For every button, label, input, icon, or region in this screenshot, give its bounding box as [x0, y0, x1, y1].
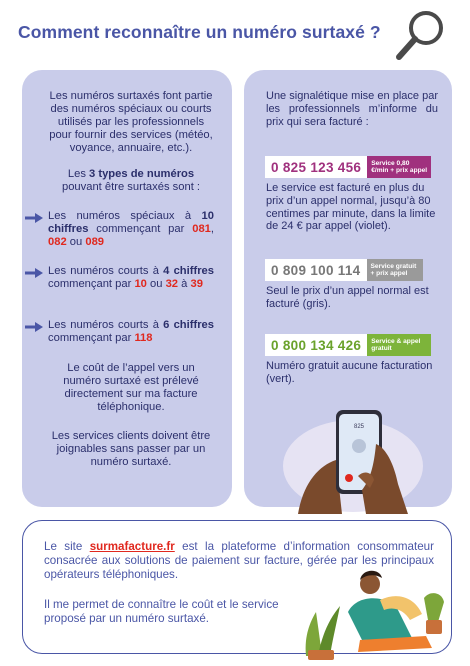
arrow-right-icon: [24, 212, 44, 224]
phone-call-illustration: [258, 404, 448, 514]
types-paragraph: Les 3 types de numéros pouvant être surtaxés sont :: [61, 168, 201, 193]
list-item-6-digits: Les numéros courts à 6 chiffres commençant par 118: [48, 319, 214, 344]
site-benefit-paragraph: Il me permet de connaître le coût et le service proposé par un numéro surtaxé.: [44, 598, 279, 625]
tag-number: 0 825 123 456: [271, 159, 362, 175]
customer-service-paragraph: Les services clients doivent être joignables sans passer par un numéro surtaxé.: [51, 430, 211, 468]
desc-green: Numéro gratuit aucune facturation (vert).: [266, 360, 433, 385]
tag-violet: [265, 156, 431, 178]
cost-paragraph: Le coût de l’appel vers un numéro surtaxé est prélevé directement sur ma facture téléphonique.: [63, 362, 199, 413]
site-paragraph: Le site surmafacture.fr est la plateforme d’information consommateur consacrée aux solutions de paiement sur facture, gérée par les principaux opérateurs téléphoniques.: [44, 540, 434, 581]
desc-violet: Le service est facturé en plus du prix d’un appel normal, jusqu’à 80 centimes par minute, dans la limite de 24 € par appel (violet).: [266, 182, 436, 233]
signage-intro: Une signalétique mise en place par les professionnels m’informe du prix qui sera facturé :: [266, 90, 438, 128]
phone-screen-number: 825: [353, 424, 365, 430]
page-title: Comment reconnaître un numéro surtaxé ?: [18, 22, 381, 42]
surmafacture-link[interactable]: surmafacture.fr: [89, 540, 175, 553]
desc-grey: Seul le prix d’un appel normal est facturé (gris).: [266, 285, 429, 310]
tag-grey: [265, 259, 423, 281]
person-relaxing-illustration: [300, 556, 450, 662]
tag-number: 0 809 100 114: [271, 262, 361, 278]
tag-label: Service gratuit + prix appel: [367, 259, 423, 281]
list-item-4-digits: Les numéros courts à 4 chiffres commençant par 10 ou 32 à 39: [48, 265, 214, 290]
arrow-right-icon: [24, 321, 44, 333]
magnifier-icon: [392, 6, 452, 66]
list-item-10-digits: Les numéros spéciaux à 10 chiffres commençant par 081, 082 ou 089: [48, 210, 214, 248]
tag-green: [265, 334, 431, 356]
tag-label: Service 0,80 €/min + prix appel: [367, 156, 431, 178]
tag-label: Service & appel gratuit: [367, 334, 431, 356]
arrow-right-icon: [24, 267, 44, 279]
tag-number: 0 800 134 426: [271, 337, 362, 353]
intro-paragraph: Les numéros surtaxés font partie des numéros spéciaux ou courts utilisés par les professionnels pour fournir des services (météo, voyance, annuaire, etc.).: [49, 90, 213, 154]
